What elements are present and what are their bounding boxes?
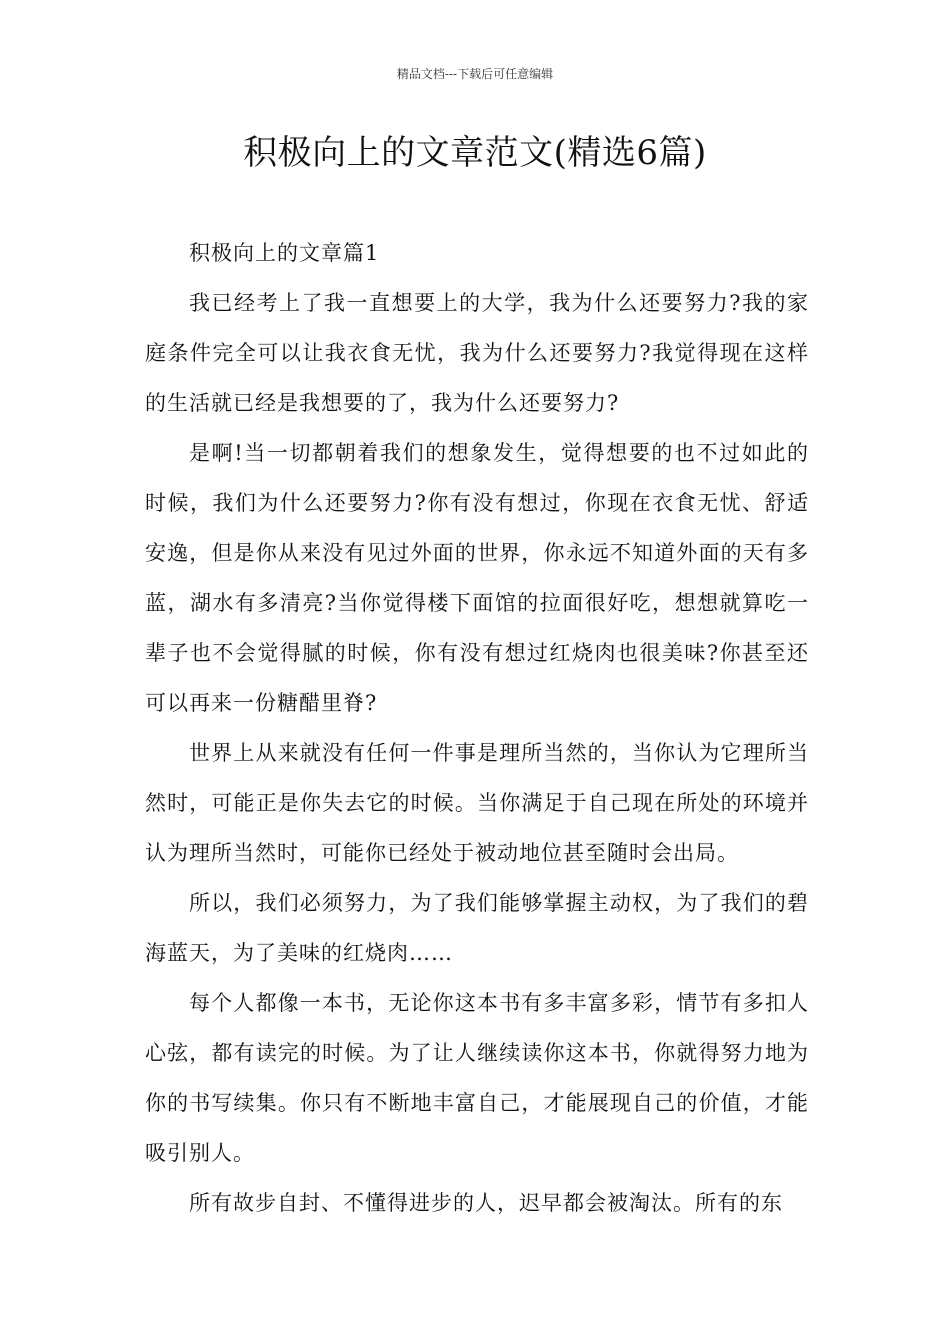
header-note: 精品文档---下载后可任意编辑 — [396, 67, 554, 81]
paragraph: 是啊!当一切都朝着我们的想象发生，觉得想要的也不过如此的时候，我们为什么还要努力?你有没有想过，你现在衣食无忧、舒适安逸，但是你从来没有见过外面的世界，你永远不知道外面的天有多蓝，湖水有多清亮?当你觉得楼下面馆的拉面很好吃，想想就算吃一辈子也不会觉得腻的时候，你有没有想过红烧肉也很美味?你甚至还可以再来一份糖醋里脊? — [145, 441, 809, 715]
document-title: 积极向上的文章范文(精选6篇) — [243, 133, 707, 173]
paragraph: 所以，我们必须努力，为了我们能够掌握主动权，为了我们的碧海蓝天，为了美味的红烧肉…… — [145, 891, 809, 965]
paragraph: 世界上从来就没有任何一件事是理所当然的，当你认为它理所当然时，可能正是你失去它的时候。当你满足于自己现在所处的环境并认为理所当然时，可能你已经处于被动地位甚至随时会出局。 — [145, 741, 809, 865]
paragraph: 我已经考上了我一直想要上的大学，我为什么还要努力?我的家庭条件完全可以让我衣食无忧，我为什么还要努力?我觉得现在这样的生活就已经是我想要的了，我为什么还要努力? — [145, 291, 809, 415]
paragraph: 每个人都像一本书，无论你这本书有多丰富多彩，情节有多扣人心弦，都有读完的时候。为了让人继续读你这本书，你就得努力地为你的书写续集。你只有不断地丰富自己，才能展现自己的价值，才能吸引别人。 — [145, 991, 809, 1165]
section-heading: 积极向上的文章篇1 — [189, 241, 380, 265]
document-body — [145, 228, 809, 1228]
paragraph: 所有故步自封、不懂得进步的人，迟早都会被淘汰。所有的东 — [189, 1191, 783, 1215]
